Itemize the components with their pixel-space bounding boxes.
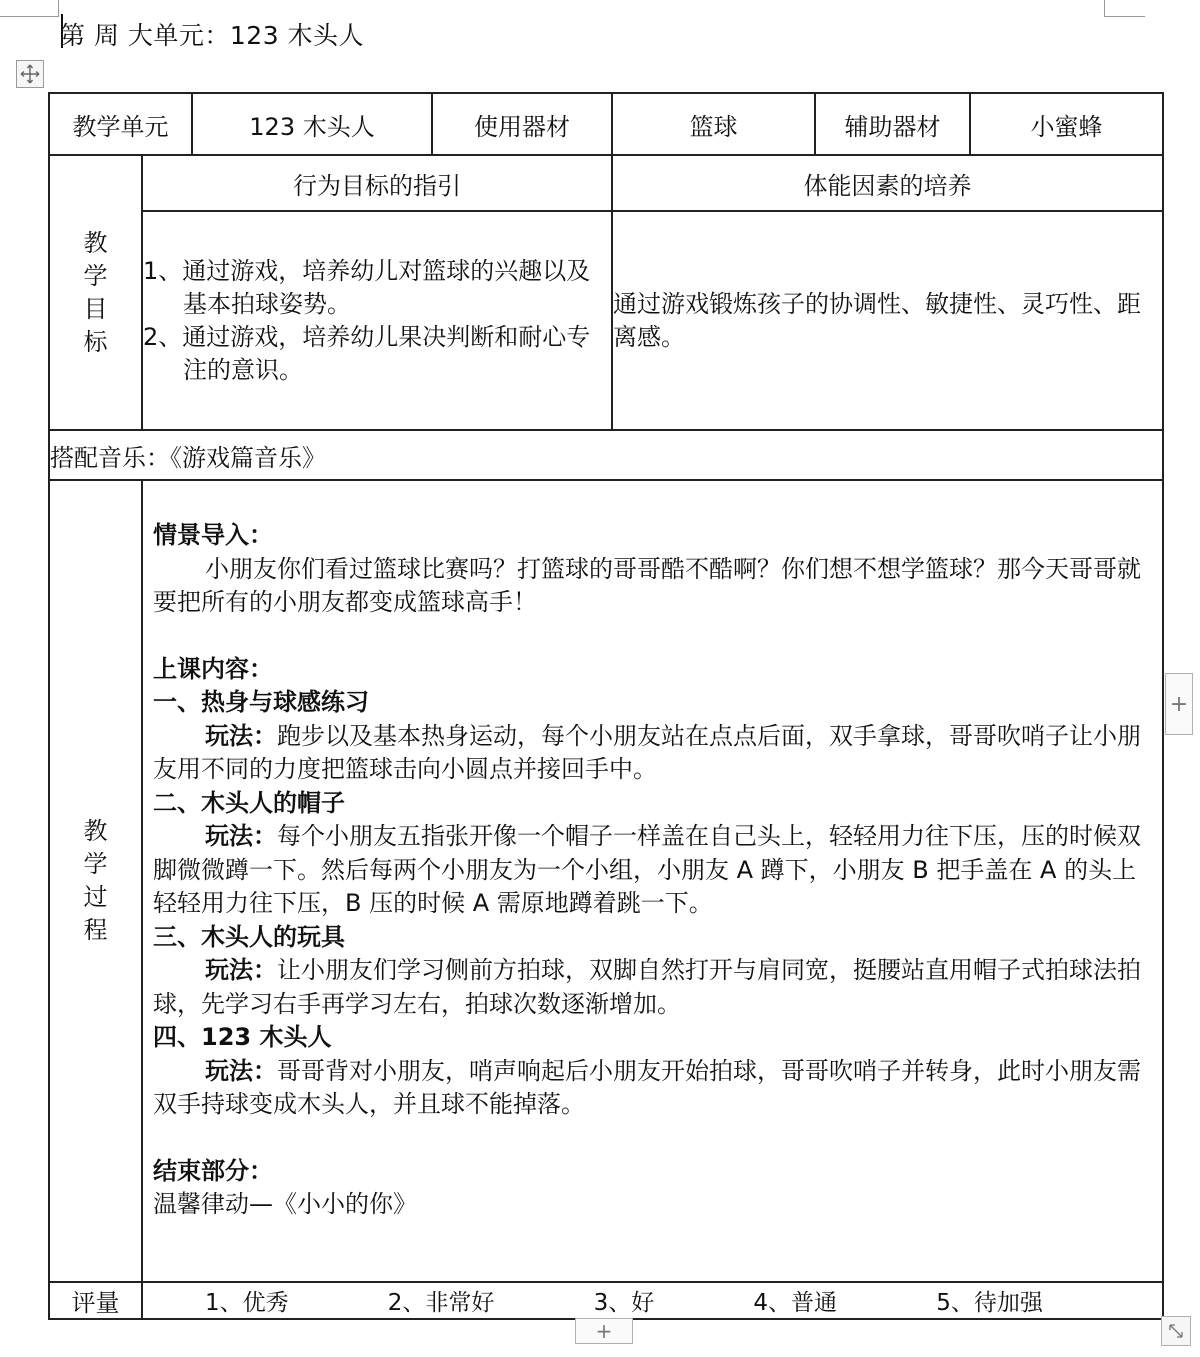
content-title: 上课内容： [153,654,273,683]
equipment-value-cell[interactable]: 篮球 [612,93,815,155]
section-title: 一、热身与球感练习 [153,688,369,716]
aux-equipment-value-cell[interactable]: 小蜜蜂 [970,93,1163,155]
page-corner-mark-right [1104,0,1145,17]
unit-label-cell: 教学单元 [49,93,192,155]
section-play: 玩法：哥哥背对小朋友，哨声响起后小朋友开始拍球，哥哥吹哨子并转身，此时小朋友需双手持球变成木头人，并且球不能掉落。 [153,1056,1141,1118]
music-cell[interactable]: 搭配音乐：《游戏篇音乐》 [49,430,1163,480]
goals-header-row [49,155,1163,211]
rating-option: 3、好 [593,1290,655,1316]
music-row [49,430,1163,480]
ending-title: 结束部分： [153,1156,273,1185]
plus-icon: + [1169,691,1189,717]
rating-options-cell[interactable] [142,1282,1163,1319]
section-play: 玩法：跑步以及基本热身运动，每个小朋友站在点点后面，双手拿球，哥哥吹哨子让小朋友用不同的力度把篮球击向小圆点并接回手中。 [153,721,1141,783]
intro-title: 情景导入： [153,521,273,549]
page-corner-mark-left [0,0,59,17]
plus-icon: + [595,1319,613,1343]
unit-row [49,93,1163,155]
goals-content-row [49,211,1163,430]
teaching-process-cell[interactable] [142,480,1163,1282]
rating-option: 5、待加强 [936,1290,1043,1316]
behavior-goal-item: 1、通过游戏，培养幼儿对篮球的兴趣以及基本拍球姿势。 [143,256,591,318]
behavior-goal-header: 行为目标的指引 [142,155,612,211]
rating-option: 1、优秀 [205,1290,289,1316]
rating-label: 评量 [49,1282,142,1319]
section-play: 玩法：让小朋友们学习侧前方拍球，双脚自然打开与肩同宽，挺腰站直用帽子式拍球法拍球，先学习右手再学习左右，拍球次数逐渐增加。 [153,956,1141,1018]
rating-option: 4、普通 [753,1290,838,1316]
rating-row [49,1282,1163,1319]
table-move-handle[interactable] [16,60,44,88]
move-arrows-icon [20,64,40,84]
behavior-goal-item: 2、通过游戏，培养幼儿果决判断和耐心专注的意识。 [143,322,591,384]
equipment-label-cell: 使用器材 [432,93,612,155]
section-title: 三、木头人的玩具 [153,922,345,951]
process-row [49,480,1163,1282]
intro-text: 小朋友你们看过篮球比赛吗？打篮球的哥哥酷不酷啊？你们想不想学篮球？那今天哥哥就要把所有的小朋友都变成篮球高手！ [153,554,1141,616]
diagonal-resize-icon [1167,1322,1185,1340]
aux-equipment-label-cell: 辅助器材 [815,93,970,155]
behavior-goals-cell[interactable] [142,211,612,430]
ending-text: 温馨律动—《小小的你》 [153,1190,417,1218]
table-resize-handle[interactable] [1161,1316,1191,1346]
add-column-button[interactable] [1165,673,1193,735]
fitness-factor-header: 体能因素的培养 [612,155,1163,211]
fitness-factor-cell[interactable]: 通过游戏锻炼孩子的协调性、敏捷性、灵巧性、距离感。 [612,211,1163,430]
document-heading: 第 周 大单元：123 木头人 [60,21,365,50]
rating-option: 2、非常好 [387,1290,495,1316]
section-play: 玩法：每个小朋友五指张开像一个帽子一样盖在自己头上，轻轻用力往下压，压的时候双脚微微蹲一下。然后每两个小朋友为一个小组，小朋友 A 蹲下，小朋友 B 把手盖在 A 的头上轻轻用力往下压，B 压的时候 A 需原地蹲着跳一下。 [153,822,1141,917]
unit-value-cell[interactable]: 123 木头人 [192,93,432,155]
lesson-plan-table [48,92,1164,1320]
add-row-button[interactable] [575,1318,633,1344]
section-title: 四、123 木头人 [153,1023,332,1051]
teaching-goals-label: 教 学 目 标 [49,155,142,430]
teaching-process-label: 教 学 过 程 [49,480,142,1282]
section-title: 二、木头人的帽子 [153,788,345,817]
